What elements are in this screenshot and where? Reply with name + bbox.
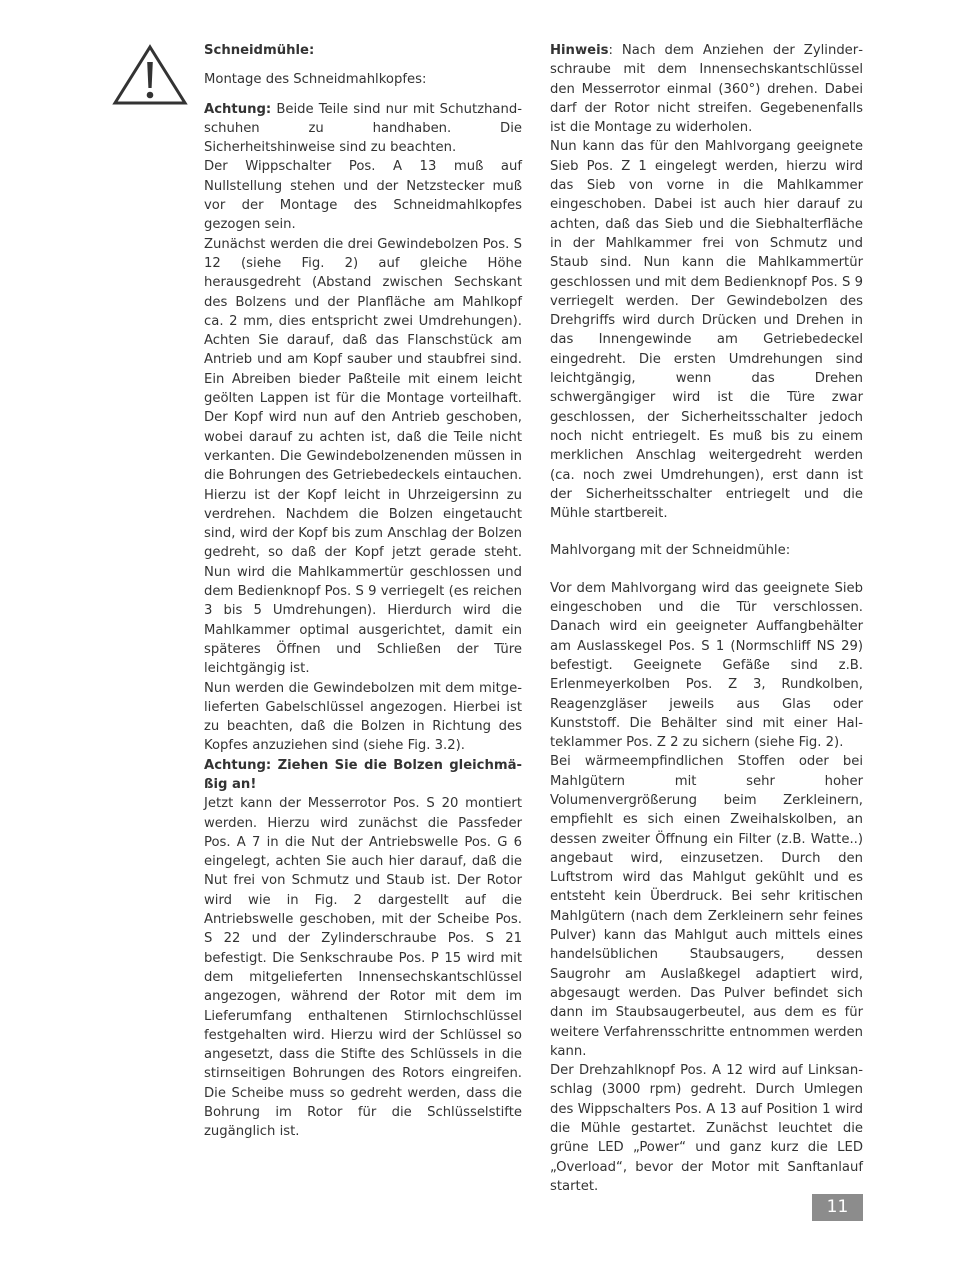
caution-paragraph [204, 100, 522, 158]
paragraph: Nun werden die Gewindebolzen mit dem mitgelieferten Gabelschlüssel angezogen. Hierbei ist zu beachten, daß die Bolzen in Richtung des Kopfes anzuziehen sind (siehe Fig. 3.2). [204, 680, 522, 754]
section-subtitle: Montage des Schneidmahlkopfes: [204, 72, 427, 88]
right-column [550, 41, 863, 1196]
note-label: Hinweis [550, 43, 609, 58]
note-text: : Nach dem Anziehen der Zylinderschraube mit dem Innensechskantschlüssel den Messerrotor einmal (360°) drehen. Dabei darf der Rotor nicht streifen. Gegebenenfalls ist die Montage zu widerholen. [550, 43, 863, 136]
paragraph: Bei wärmeempfindlichen Stoffen oder bei Mahlgütern mit sehr hoher Volumenvergrößerung beim Zerkleinern, empfiehlt es sich einen Zweihalskolben, an dessen zweiter Öffnung ein Filter (z.B. Watte..) angebaut wird, einzusetzen. Durch den Luftstrom wird das Mahlgut gekühlt und es entsteht kein Überdruck. Bei sehr kritischen Mahlgütern (nach dem Zerkleinern sehr feines Pulver) kann das Mahlgut auch mittels eines handelsüblichen Staubsaugers, dessen Saugrohr am Auslaßkegel adaptiert wird, abgesaugt werden. Das Pulver befindet sich dann im Staubsaugerbeutel, aus dem es für weitere Verfahrensschritte entnommen werden kann. [550, 754, 863, 1059]
section-heading: Mahlvorgang mit der Schneidmühle: [550, 543, 791, 559]
caution-label: Achtung: [204, 101, 272, 117]
paragraph: Der Wippschalter Pos. A 13 muß auf Nullstellung stehen und der Netzstecker muß vor der Montage des Schneidmahlkopfes gezogen sein. [204, 159, 522, 233]
paragraph: Jetzt kann der Messerrotor Pos. S 20 montiert werden. Hierzu wird zunächst die Passfeder Pos. A 7 in die Nut der Antriebswelle Pos. G 6 eingelegt, achten Sie auch hier darauf, daß die Nut frei von Schmutz und Staub ist. Der Rotor wird wie in Fig. 2 dargestellt auf die Antriebswelle geschoben, mit der Scheibe Pos. S 22 und der Zylinderschraube Pos. S 21 befestigt. Die Senkschraube Pos. P 15 wird mit dem mitgelieferten Innensechskantschlüssel angezogen, während der Rotor mit dem im Lieferumfang enthaltenen Stirnlochschlüssel festgehalten wird. Hierzu wird der Schlüssel so angesetzt, dass die Stifte des Schlüssels in die stirnseitigen Bohrungen des Rotors eingreifen. Die Scheibe muss so gedreht werden, dass die Bohrung im Rotor für die Schlüsselstifte zugänglich ist. [204, 796, 522, 1140]
paragraph: Der Drehzahlknopf Pos. A 12 wird auf Linksanschlag (3000 rpm) gedreht. Durch Umlegen des Wippschalters Pos. A 13 auf Position 1 wird die Mühle gestartet. Zunächst leuchtet die grüne LED „Power“ und ganz kurz die LED „Overload“, bevor der Motor mit Sanftanlauf startet. [550, 1063, 863, 1194]
page-number: 11 [812, 1194, 863, 1221]
left-column [204, 41, 522, 1142]
paragraph: Zunächst werden die drei Gewindebolzen Pos. S 12 (siehe Fig. 2) auf gleiche Höhe herausgedreht (Abstand zwischen Sechskant des Bolzens und der Planfläche am Mahlkopf ca. 2 mm, dies entspricht zwei Umdrehungen). Achten Sie darauf, daß das Flanschstück am Antrieb und am Kopf sauber und staubfrei sind. Ein Abreiben bieder Paßteile mit einem leicht geölten Lappen ist für die Montage vorteilhaft. Der Kopf wird nun auf den Antrieb geschoben, wobei darauf zu achten ist, daß die Teile nicht verkanten. Die Gewindebolzenenden müssen in die Bohrungen des Getriebedeckels eintauchen. Hierzu ist der Kopf leicht in Uhrzeigersinn zu verdrehen. Nachdem die Bolzen eingetaucht sind, wird der Kopf bis zum Anschlag der Bolzen gedreht, so daß der Kopf jetzt gerade steht. Nun wird die Mahlkammertür geschlossen und dem Bedienknopf Pos. S 9 verriegelt (es reichen 3 bis 5 Umdrehungen). Hierdurch wird die Mahlkammer optimal ausgerichtet, damit ein späteres Öffnen und Schließen der Türe leichtgängig ist. [204, 236, 522, 677]
paragraph: Nun kann das für den Mahlvorgang geeignete Sieb Pos. Z 1 eingelegt werden, hierzu wird das Sieb von vorne in die Mahlkammer eingeschoben. Dabei ist auch hier darauf zu achten, daß das Sieb und die Siebhalterfläche in der Mahlkammer frei von Schmutz und Staub sind. Nun kann die Mahlkammertür geschlossen und mit dem Bedienknopf Pos. S 9 verriegelt werden. Der Gewindebolzen des Drehgriffs wird durch Drücken und Drehen in das Innengewinde am Getriebedeckel eingedreht. Die ersten Umdrehungen sind leichtgängig, wenn das Drehen schwergängiger wird ist die Türe zwar geschlossen, der Sicherheitsschalter jedoch noch nicht entriegelt. Es muß bis zu einem merklichen Anschlag weitergedreht werden (ca. noch zwei Umdrehungen), erst dann ist der Sicherheitsschalter entriegelt und die Mühle startbereit. [550, 139, 863, 522]
warning-triangle-icon [112, 44, 188, 106]
paragraph: Vor dem Mahlvorgang wird das geeignete Sieb eingeschoben und die Tür verschlossen. Danach wird ein geeigneter Auffangbehälter am Auslasskegel Pos. S 1 (Normschliff NS 29) befestigt. Geeignete Gefäße sind z.B. Erlenmeyerkolben Pos. Z 3, Rundkolben, Reagenzgläser jeweils aus Glas oder Kunststoff. Die Behälter sind mit einer Halteklammer Pos. Z 2 zu sichern (siehe Fig. 2). [550, 580, 863, 751]
note-paragraph [550, 41, 863, 137]
section-title: Schneidmühle: [204, 43, 315, 58]
caution-text: Beide Teile sind nur mit Schutzhandschuhen zu handhaben. Die Sicherheitshinweise sind zu beachten. [204, 101, 522, 156]
caution-note: Achtung: Ziehen Sie die Bolzen gleichmäßig an! [204, 757, 522, 792]
